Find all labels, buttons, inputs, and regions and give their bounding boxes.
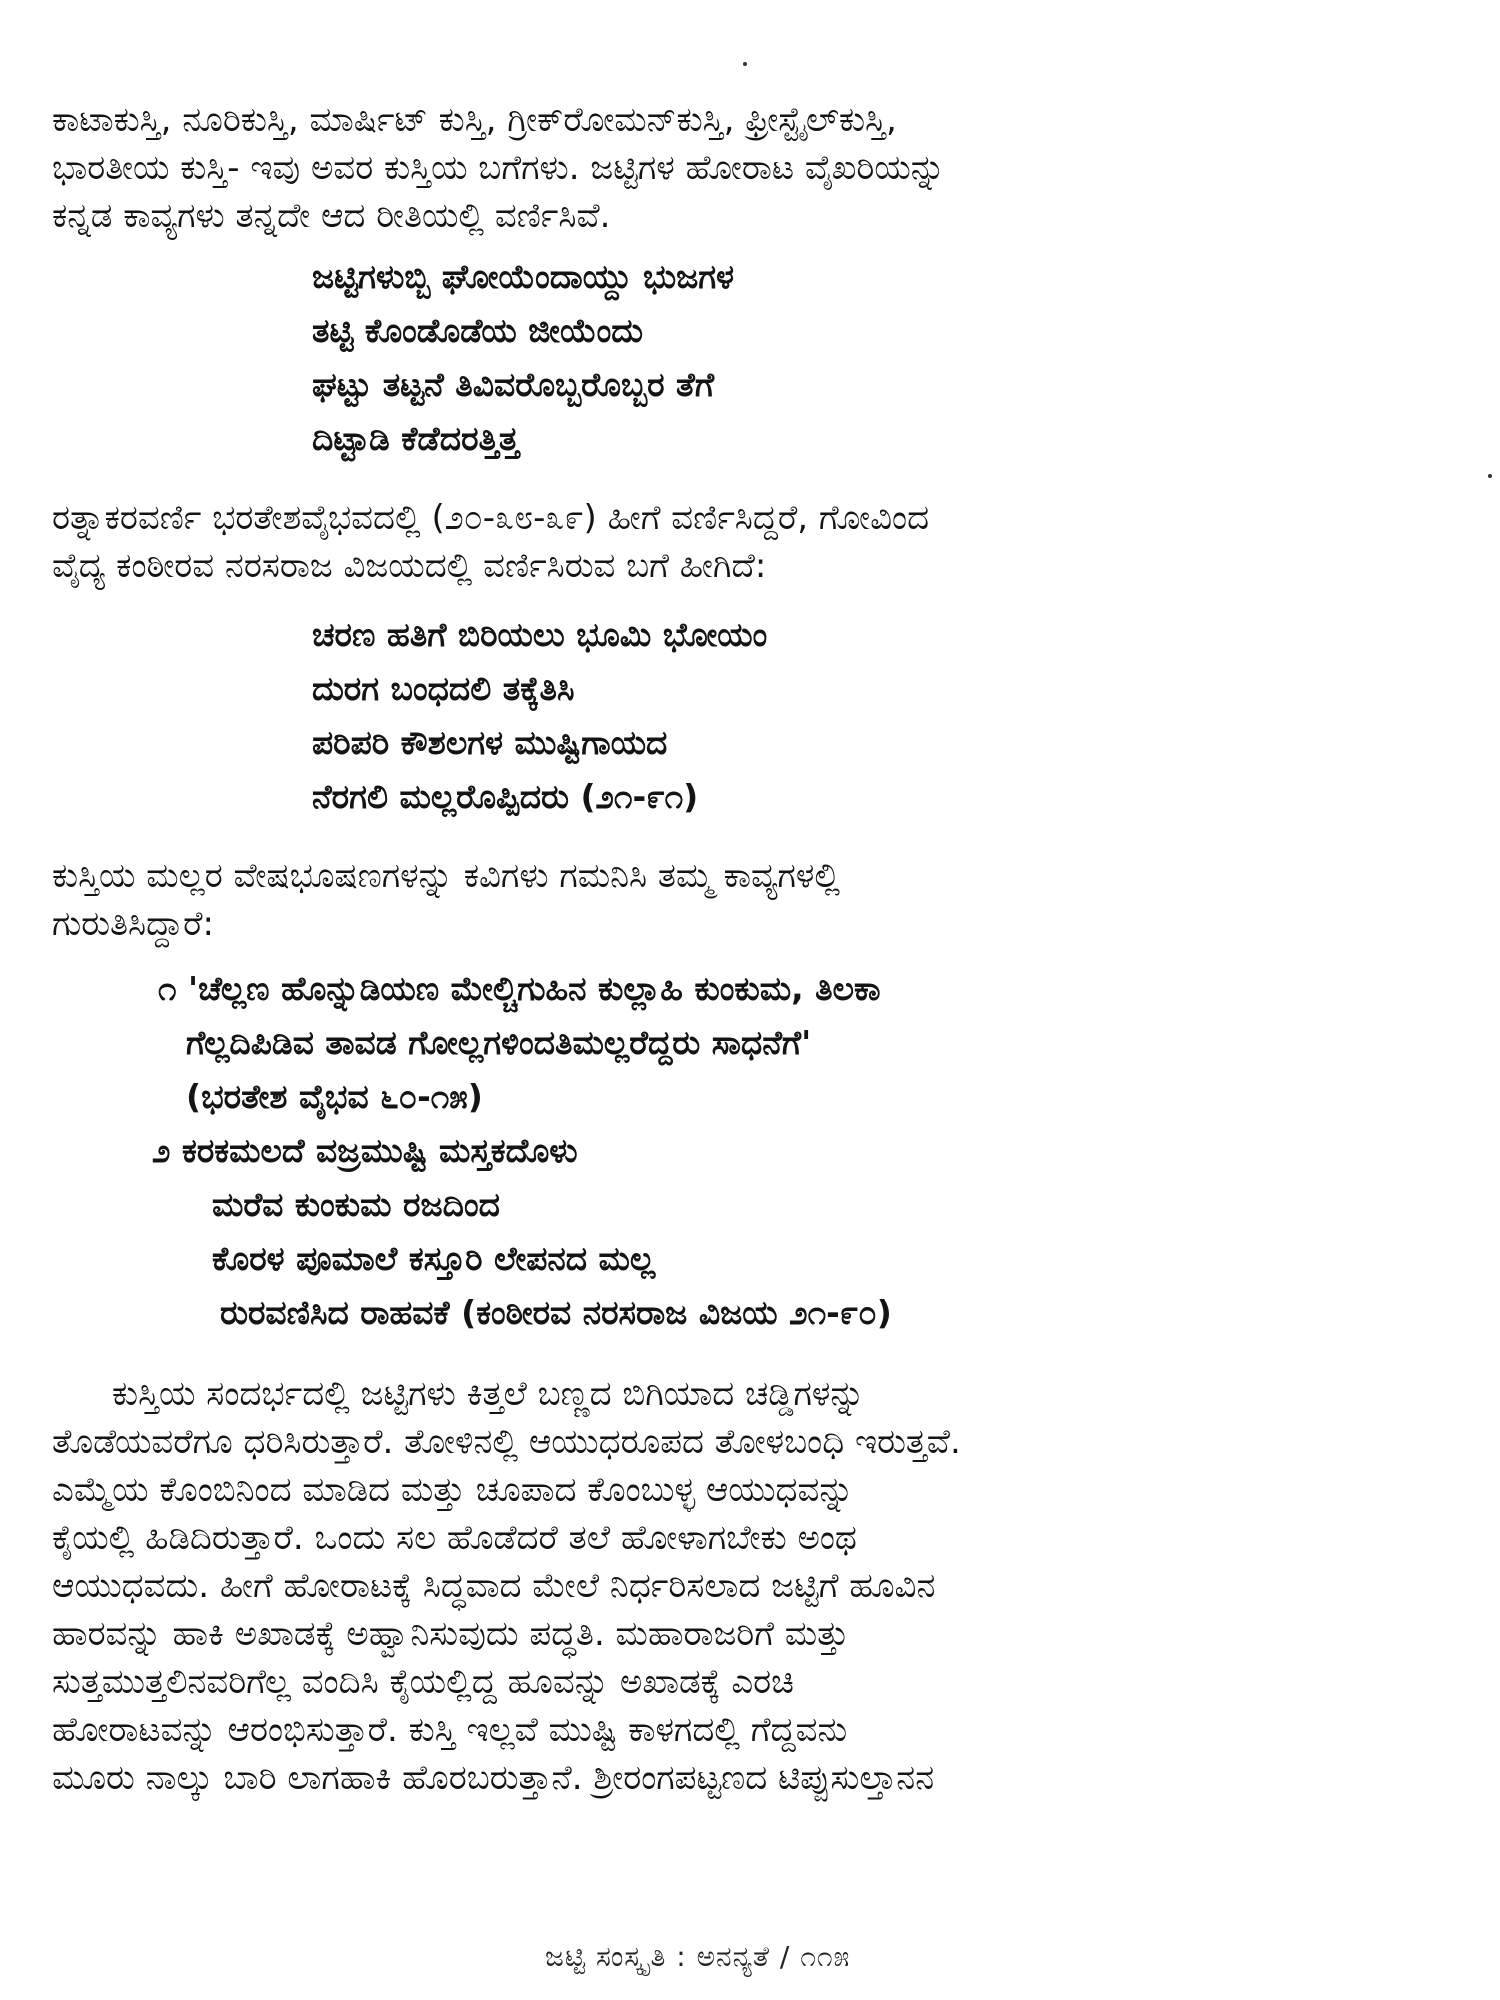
verse-line: ರುರವಣಿಸಿದ ರಾಹವಕೆ (ಕಂಠೀರವ ನರಸರಾಜ ವಿಜಯ ೨೧-೯೦) (220, 1293, 892, 1332)
quote-two (152, 1124, 892, 1340)
scan-speck (743, 62, 747, 66)
scan-speck (1488, 474, 1492, 478)
page-footer: ಜಟ್ಟಿ ಸಂಸ್ಕೃತಿ : ಅನನ್ಯತೆ / ೧೧೫ (545, 1940, 851, 1973)
text-line: ತೊಡೆಯವರೆಗೂ ಧರಿಸಿರುತ್ತಾರೆ. ತೋಳಿನಲ್ಲಿ ಆಯುಧರೂಪದ ತೋಳಬಂಧಿ ಇರುತ್ತವೆ. (52, 1422, 961, 1462)
text-line: ಸುತ್ತಮುತ್ತಲಿನವರಿಗೆಲ್ಲ ವಂದಿಸಿ ಕೈಯಲ್ಲಿದ್ದ ಹೂವನ್ನು ಅಖಾಡಕ್ಕೆ ಎರಚಿ (52, 1662, 794, 1702)
text-line: ಹೋರಾಟವನ್ನು ಆರಂಭಿಸುತ್ತಾರೆ. ಕುಸ್ತಿ ಇಲ್ಲವೆ ಮುಷ್ಟಿ ಕಾಳಗದಲ್ಲಿ ಗೆದ್ದವನು (52, 1710, 848, 1750)
text-line: ಆಯುಧವದು. ಹೀಗೆ ಹೋರಾಟಕ್ಕೆ ಸಿದ್ಧವಾದ ಮೇಲೆ ನಿರ್ಧರಿಸಲಾದ ಜಟ್ಟಿಗೆ ಹೂವಿನ (52, 1566, 936, 1606)
quote-one (158, 962, 881, 1124)
verse-line: ಮರೆವ ಕುಂಕುಮ ರಜದಿಂದ (212, 1185, 500, 1224)
verse-line: ಪರಿಪರಿ ಕೌಶಲಗಳ ಮುಷ್ಟಿಗಾಯದ (312, 723, 668, 762)
text-line: ಭಾರತೀಯ ಕುಸ್ತಿ- ಇವು ಅವರ ಕುಸ್ತಿಯ ಬಗೆಗಳು. ಜಟ್ಟಿಗಳ ಹೋರಾಟ ವೈಖರಿಯನ್ನು (52, 148, 946, 188)
verse-line: ದುರಗ ಬಂಧದಲಿ ತಕ್ಕೆತಿಸಿ (312, 669, 575, 708)
verse-line: ಕೊರಳ ಪೂಮಾಲೆ ಕಸ್ತೂರಿ ಲೇಪನದ ಮಲ್ಲ (212, 1239, 656, 1278)
text-line: ರತ್ನಾಕರವರ್ಣಿ ಭರತೇಶವೈಭವದಲ್ಲಿ (೨೦-೩೮-೩೯) ಹೀಗೆ ವರ್ಣಿಸಿದ್ದರೆ, ಗೋವಿಂದ (52, 498, 930, 538)
text-line: ಕನ್ನಡ ಕಾವ್ಯಗಳು ತನ್ನದೇ ಆದ ರೀತಿಯಲ್ಲಿ ವರ್ಣಿಸಿವೆ. (52, 196, 611, 236)
verse-line: ೧ 'ಚೆಲ್ಲಣ ಹೊನ್ನುಡಿಯಣ ಮೇಲ್ಚಿಗುಹಿನ ಕುಲ್ಲಾಹಿ ಕುಂಕುಮ, ತಿಲಕಾ (158, 969, 881, 1008)
text-line: ವೈದ್ಯ ಕಂಠೀರವ ನರಸರಾಜ ವಿಜಯದಲ್ಲಿ ವರ್ಣಿಸಿರುವ ಬಗೆ ಹೀಗಿದೆ: (52, 546, 767, 586)
paragraph-descriptions (52, 494, 1452, 590)
verse-line: ಗೆಲ್ಲದಿಪಿಡಿವ ತಾವಡ ಗೋಲ್ಲಗಳಿಂದತಿಮಲ್ಲರೆದ್ದರು ಸಾಧನೆಗೆ' (186, 1023, 812, 1062)
verse-bharatesha (312, 250, 734, 466)
paragraph-attire-intro (52, 852, 1452, 948)
text-line: ಕೈಯಲ್ಲಿ ಹಿಡಿದಿರುತ್ತಾರೆ. ಒಂದು ಸಲ ಹೊಡೆದರೆ ತಲೆ ಹೋಳಾಗಬೇಕು ಅಂಥ (52, 1518, 857, 1558)
text-line: ಕುಸ್ತಿಯ ಮಲ್ಲರ ವೇಷಭೂಷಣಗಳನ್ನು ಕವಿಗಳು ಗಮನಿಸಿ ತಮ್ಮ ಕಾವ್ಯಗಳಲ್ಲಿ (52, 856, 841, 896)
verse-line: ೨ ಕರಕಮಲದೆ ವಜ್ರಮುಷ್ಟಿ ಮಸ್ತಕದೊಳು (152, 1131, 578, 1170)
text-line: ಹಾರವನ್ನು ಹಾಕಿ ಅಖಾಡಕ್ಕೆ ಅಹ್ವಾನಿಸುವುದು ಪದ್ಧತಿ. ಮಹಾರಾಜರಿಗೆ ಮತ್ತು (52, 1614, 849, 1654)
text-line: ಕುಸ್ತಿಯ ಸಂದರ್ಭದಲ್ಲಿ ಜಟ್ಟಿಗಳು ಕಿತ್ತಲೆ ಬಣ್ಣದ ಬಿಗಿಯಾದ ಚಡ್ಡಿಗಳನ್ನು (112, 1374, 865, 1414)
text-line: ಕಾಟಾಕುಸ್ತಿ, ನೂರಿಕುಸ್ತಿ, ಮಾರ್ಷಿಟ್ ಕುಸ್ತಿ, ಗ್ರೀಕ್‌ರೋಮನ್‌ಕುಸ್ತಿ, ಫ್ರೀಸ್ಟೈಲ್‌ಕುಸ್ತಿ, (52, 100, 897, 140)
verse-line: ಜಟ್ಟಿಗಳುಬ್ಬಿ ಘೋಯೆಂದಾಯ್ದು ಭುಜಗಳ (312, 257, 735, 296)
verse-line: (ಭರತೇಶ ವೈಭವ ೬೦-೧೫) (186, 1077, 483, 1116)
text-line: ಎಮ್ಮೆಯ ಕೊಂಬಿನಿಂದ ಮಾಡಿದ ಮತ್ತು ಚೂಪಾದ ಕೊಂಬುಳ್ಳ ಆಯುಧವನ್ನು (52, 1470, 854, 1510)
verse-narasaraja (312, 608, 767, 824)
paragraph-wrestler-attire (52, 1370, 1452, 1802)
text-line: ಗುರುತಿಸಿದ್ದಾರೆ: (52, 904, 214, 944)
verse-line: ಚರಣ ಹತಿಗೆ ಬಿರಿಯಲು ಭೂಮಿ ಭೋಯಂ (312, 615, 768, 654)
paragraph-wrestling-types (52, 96, 1452, 240)
text-line: ಮೂರು ನಾಲ್ಕು ಬಾರಿ ಲಾಗಹಾಕಿ ಹೊರಬರುತ್ತಾನೆ. ಶ್ರೀರಂಗಪಟ್ಟಣದ ಟಿಪ್ಪುಸುಲ್ತಾನನ (52, 1758, 935, 1798)
verse-line: ತಟ್ಟಿ ಕೊಂಡೊಡೆಯ ಜೀಯೆಂದು (312, 311, 644, 350)
verse-line: ದಿಟ್ಟಾಡಿ ಕೆಡೆದರತ್ತಿತ್ತ (312, 419, 520, 458)
verse-line: ಘಟ್ಟು ತಟ್ಟನೆ ತಿವಿವರೊಬ್ಬರೊಬ್ಬರ ತೆಗೆ (312, 365, 715, 404)
verse-line: ನೆರಗಲಿ ಮಲ್ಲರೊಪ್ಪಿದರು (೨೧-೯೧) (312, 777, 699, 816)
